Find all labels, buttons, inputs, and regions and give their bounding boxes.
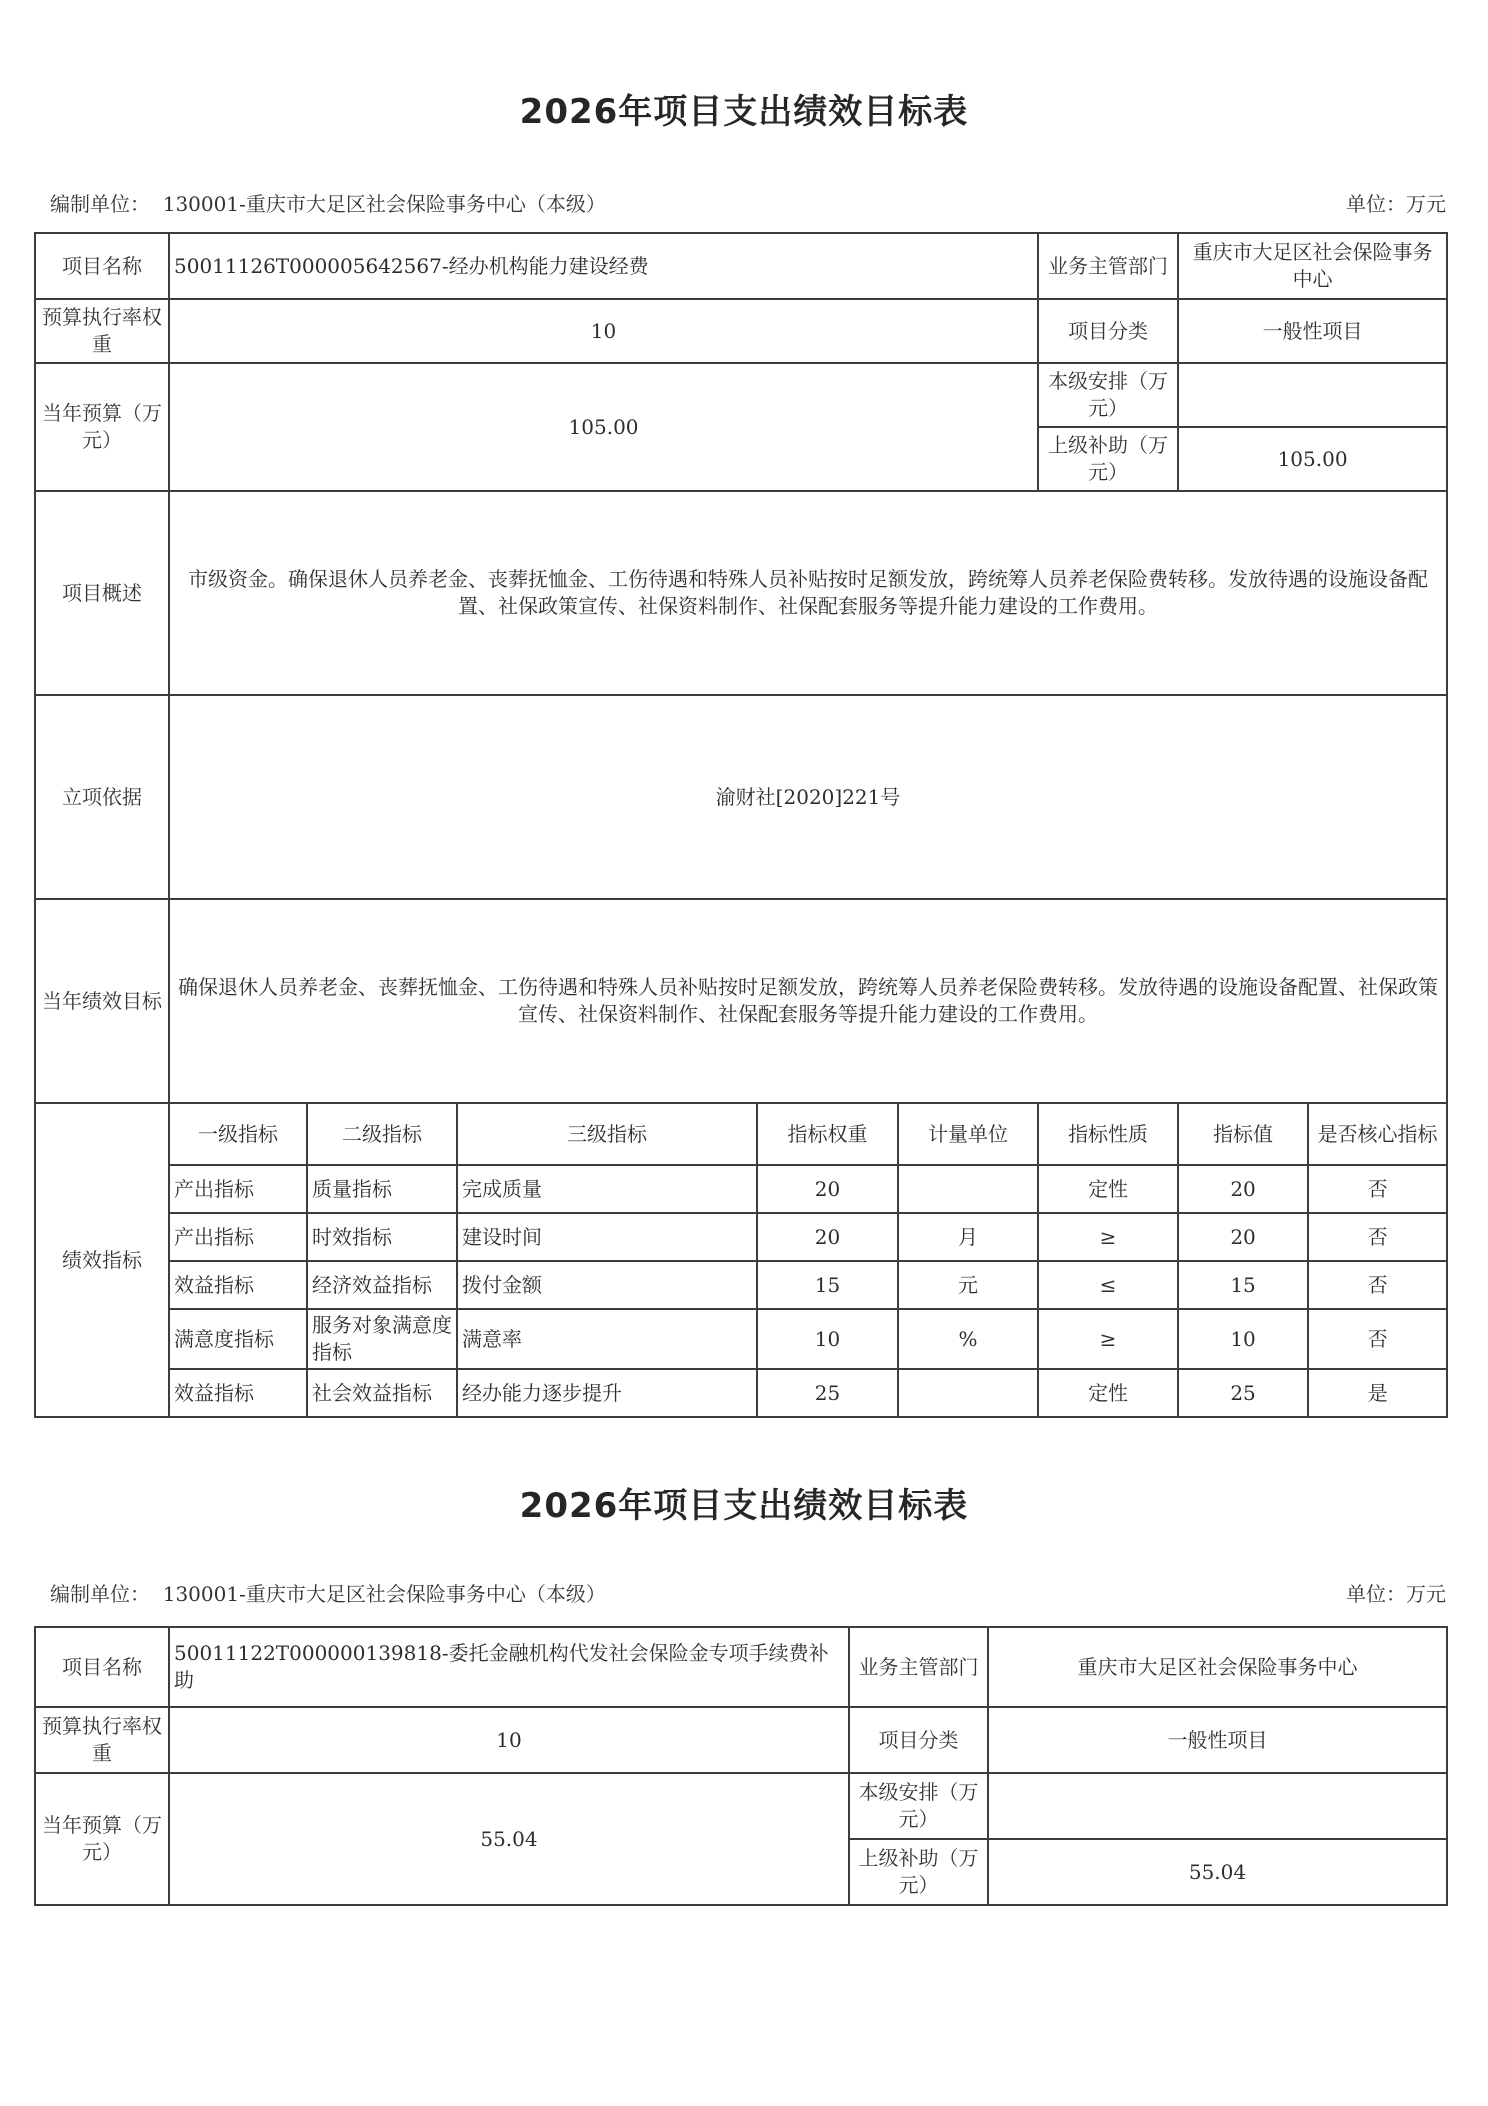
local-value [988, 1773, 1447, 1839]
budget-label: 当年预算（万元） [35, 363, 169, 491]
category-value: 一般性项目 [988, 1707, 1447, 1773]
header-level1: 一级指标 [169, 1103, 307, 1165]
weight-cell: 10 [757, 1309, 898, 1369]
dept-label: 业务主管部门 [1038, 233, 1178, 299]
unit-cell [898, 1369, 1038, 1417]
nature-cell: 定性 [1038, 1369, 1178, 1417]
exec-weight-value: 10 [169, 299, 1038, 363]
core-cell: 是 [1308, 1369, 1447, 1417]
dept-value: 重庆市大足区社会保险事务中心 [1178, 233, 1447, 299]
header-level2: 二级指标 [307, 1103, 457, 1165]
table-row [35, 1261, 1447, 1309]
superior-value: 105.00 [1178, 427, 1447, 491]
budget-value: 105.00 [169, 363, 1038, 491]
header-weight: 指标权重 [757, 1103, 898, 1165]
value-cell: 10 [1178, 1309, 1308, 1369]
header-value: 指标值 [1178, 1103, 1308, 1165]
level1-cell: 效益指标 [169, 1261, 307, 1309]
unit-label: 单位：万元 [1346, 192, 1446, 216]
nature-cell: ≤ [1038, 1261, 1178, 1309]
table-row [35, 1213, 1447, 1261]
project-name-value: 50011122T000000139818-委托金融机构代发社会保险金专项手续费补助 [169, 1627, 849, 1707]
table-row [35, 1309, 1447, 1369]
local-label: 本级安排（万元） [849, 1773, 988, 1839]
value-cell: 15 [1178, 1261, 1308, 1309]
goal-label: 当年绩效目标 [35, 899, 169, 1103]
level2-cell: 时效指标 [307, 1213, 457, 1261]
core-cell: 否 [1308, 1165, 1447, 1213]
header-unit: 计量单位 [898, 1103, 1038, 1165]
overview-label: 项目概述 [35, 491, 169, 695]
exec-weight-label: 预算执行率权重 [35, 299, 169, 363]
table-row [35, 1165, 1447, 1213]
level3-cell: 经办能力逐步提升 [457, 1369, 757, 1417]
weight-cell: 15 [757, 1261, 898, 1309]
page-title-2: 2026年项目支出绩效目标表 [519, 1486, 969, 1526]
level1-cell: 产出指标 [169, 1213, 307, 1261]
goal-value: 确保退休人员养老金、丧葬抚恤金、工伤待遇和特殊人员补贴按时足额发放，跨统筹人员养老保险费转移。发放待遇的设施设备配置、社保政策宣传、社保资料制作、社保配套服务等提升能力建设的工作费用。 [169, 899, 1447, 1103]
weight-cell: 20 [757, 1213, 898, 1261]
header-meta-2 [50, 1578, 1446, 1607]
level2-cell: 经济效益指标 [307, 1261, 457, 1309]
value-cell: 20 [1178, 1213, 1308, 1261]
indicators-label: 绩效指标 [35, 1103, 169, 1417]
level3-cell: 建设时间 [457, 1213, 757, 1261]
project-name-value: 50011126T000005642567-经办机构能力建设经费 [169, 233, 1038, 299]
nature-cell: ≥ [1038, 1213, 1178, 1261]
level2-cell: 社会效益指标 [307, 1369, 457, 1417]
local-label: 本级安排（万元） [1038, 363, 1178, 427]
dept-label: 业务主管部门 [849, 1627, 988, 1707]
basis-value: 渝财社[2020]221号 [169, 695, 1447, 899]
unit-cell: 元 [898, 1261, 1038, 1309]
exec-weight-label: 预算执行率权重 [35, 1707, 169, 1773]
value-cell: 25 [1178, 1369, 1308, 1417]
budget-label: 当年预算（万元） [35, 1773, 169, 1905]
value-cell: 20 [1178, 1165, 1308, 1213]
unit-cell [898, 1165, 1038, 1213]
level2-cell: 服务对象满意度指标 [307, 1309, 457, 1369]
category-label: 项目分类 [1038, 299, 1178, 363]
level2-cell: 质量指标 [307, 1165, 457, 1213]
budget-value: 55.04 [169, 1773, 849, 1905]
weight-cell: 25 [757, 1369, 898, 1417]
overview-value: 市级资金。确保退休人员养老金、丧葬抚恤金、工伤待遇和特殊人员补贴按时足额发放，跨统筹人员养老保险费转移。发放待遇的设施设备配置、社保政策宣传、社保资料制作、社保配套服务等提升能力建设的工作费用。 [169, 491, 1447, 695]
unit-cell: % [898, 1309, 1038, 1369]
level1-cell: 满意度指标 [169, 1309, 307, 1369]
unit-cell: 月 [898, 1213, 1038, 1261]
level3-cell: 拨付金额 [457, 1261, 757, 1309]
basis-label: 立项依据 [35, 695, 169, 899]
exec-weight-value: 10 [169, 1707, 849, 1773]
category-value: 一般性项目 [1178, 299, 1447, 363]
category-label: 项目分类 [849, 1707, 988, 1773]
level3-cell: 满意率 [457, 1309, 757, 1369]
level3-cell: 完成质量 [457, 1165, 757, 1213]
indicator-header-row [35, 1103, 1447, 1165]
header-meta [50, 188, 1446, 217]
unit-label: 单位：万元 [1346, 1582, 1446, 1606]
local-value [1178, 363, 1447, 427]
core-cell: 否 [1308, 1261, 1447, 1309]
page-title: 2026年项目支出绩效目标表 [519, 92, 969, 132]
project-name-label: 项目名称 [35, 233, 169, 299]
superior-value: 55.04 [988, 1839, 1447, 1905]
header-level3: 三级指标 [457, 1103, 757, 1165]
superior-label: 上级补助（万元） [1038, 427, 1178, 491]
header-core: 是否核心指标 [1308, 1103, 1447, 1165]
level1-cell: 产出指标 [169, 1165, 307, 1213]
compiler-info: 编制单位： 130001-重庆市大足区社会保险事务中心（本级） [50, 1582, 606, 1606]
project-name-label: 项目名称 [35, 1627, 169, 1707]
nature-cell: ≥ [1038, 1309, 1178, 1369]
level1-cell: 效益指标 [169, 1369, 307, 1417]
weight-cell: 20 [757, 1165, 898, 1213]
dept-value: 重庆市大足区社会保险事务中心 [988, 1627, 1447, 1707]
compiler-info: 编制单位： 130001-重庆市大足区社会保险事务中心（本级） [50, 192, 606, 216]
header-nature: 指标性质 [1038, 1103, 1178, 1165]
table-row [35, 1369, 1447, 1417]
nature-cell: 定性 [1038, 1165, 1178, 1213]
core-cell: 否 [1308, 1309, 1447, 1369]
project-basic-table [34, 232, 1448, 1418]
core-cell: 否 [1308, 1213, 1447, 1261]
project-basic-table-2 [34, 1626, 1448, 1906]
superior-label: 上级补助（万元） [849, 1839, 988, 1905]
